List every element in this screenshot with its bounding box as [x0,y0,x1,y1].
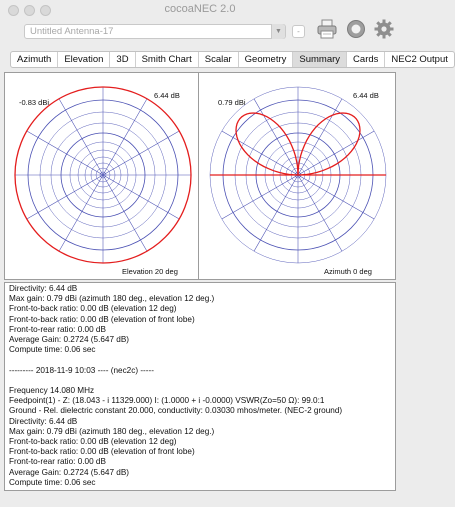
window-title: cocoaNEC 2.0 [164,3,236,15]
tab-bar [10,51,455,68]
summary-line: Front-to-rear ratio: 0.00 dB [9,324,106,334]
tab-elevation[interactable]: Elevation [58,52,110,67]
run-ball-icon[interactable] [346,19,366,39]
summary-line: Feedpoint(1) - Z: (18.043 - i 11329.000) I: (1.0000 + i -0.0000) VSWR(Zo=50 Ω): 99.0:1 [9,396,325,406]
printer-icon[interactable] [316,18,338,40]
summary-line: Front-to-back ratio: 0.00 dB (elevation 12 deg) [9,437,177,446]
summary-line: Ground - Rel. dielectric constant 20.000, conductivity: 0.03030 mhos/meter. (NEC-2 ground) [9,406,343,416]
title-bar [0,0,400,20]
tab-3d[interactable]: 3D [110,52,135,67]
summary-text-panel[interactable] [4,282,396,491]
plot-area [4,72,396,280]
tab-geometry[interactable]: Geometry [239,52,294,67]
summary-line: Front-to-back ratio: 0.00 dB (elevation of front lobe) [9,447,195,457]
remove-button[interactable]: - [292,25,305,38]
summary-line: Frequency 14.080 MHz [9,386,95,395]
tab-nec2-output[interactable]: NEC2 Output [391,54,448,65]
summary-line: Front-to-rear ratio: 0.00 dB [9,457,106,467]
plot-divider [198,73,199,279]
left-plot-gain-label: -0.83 dBi [19,98,50,107]
tab-summary[interactable]: Summary [293,52,347,67]
right-plot-gain-label: 0.79 dBi [218,98,246,107]
summary-line: Front-to-back ratio: 0.00 dB (elevation of front lobe) [9,314,195,324]
tab-cards[interactable]: Cards [347,52,385,67]
right-plot-scale-label: 6.44 dB [353,91,379,100]
right-plot-caption: Azimuth 0 deg [324,267,372,276]
tab-smith-chart[interactable]: Smith Chart [136,52,199,67]
left-plot-scale-label: 6.44 dB [154,91,180,100]
tab-scalar[interactable]: Scalar [199,52,239,67]
summary-line: Compute time: 0.06 sec [9,477,96,487]
elevation-polar-plot [13,85,193,265]
summary-line: Max gain: 0.79 dBi (azimuth 180 deg., elevation 12 deg.) [9,426,215,436]
left-plot-caption: Elevation 20 deg [122,267,178,276]
summary-line: Average Gain: 0.2724 (5.647 dB) [9,335,130,344]
azimuth-polar-plot [208,85,388,265]
summary-line: --------- 2018-11-9 10:03 ---- (nec2c) ----- [9,365,154,375]
summary-line: Average Gain: 0.2724 (5.647 dB) [9,467,130,477]
chevron-down-icon[interactable]: ▼ [271,24,285,39]
summary-line: Directivity: 6.44 dB [9,416,78,426]
summary-line: Directivity: 6.44 dB [9,284,78,293]
gear-icon[interactable] [374,19,394,39]
document-combo[interactable] [24,24,286,39]
document-name-placeholder: Untitled Antenna-17 [30,26,114,37]
summary-line: Compute time: 0.06 sec [9,345,96,355]
tab-azimuth[interactable]: Azimuth [11,52,58,67]
summary-line: Front-to-back ratio: 0.00 dB (elevation 12 deg) [9,304,177,314]
summary-line: Max gain: 0.79 dBi (azimuth 180 deg., elevation 12 deg.) [9,294,215,304]
